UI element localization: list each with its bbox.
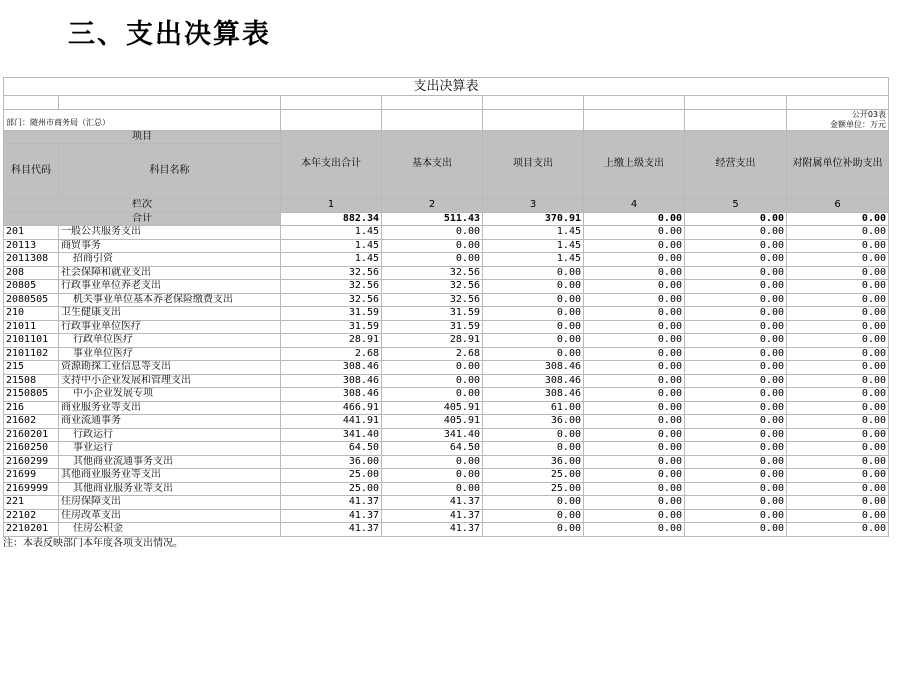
row-value: 0.00	[584, 320, 685, 334]
row-value: 0.00	[382, 226, 483, 240]
row-value: 0.00	[584, 428, 685, 442]
row-value: 0.00	[584, 455, 685, 469]
row-value: 0.00	[685, 334, 787, 348]
total-value: 0.00	[787, 212, 889, 226]
row-value: 308.46	[281, 374, 382, 388]
row-value: 0.00	[787, 280, 889, 294]
row-value: 0.00	[483, 320, 584, 334]
header-col-1: 本年支出合计	[281, 130, 382, 199]
row-value: 0.00	[787, 293, 889, 307]
row-value: 0.00	[584, 361, 685, 375]
total-value: 370.91	[483, 212, 584, 226]
table-meta	[787, 109, 889, 130]
row-name: 商贸事务	[59, 239, 281, 253]
table-row	[4, 347, 889, 361]
row-value: 308.46	[281, 361, 382, 375]
row-value: 0.00	[584, 469, 685, 483]
row-name: 住房改革支出	[59, 509, 281, 523]
row-value: 41.37	[382, 509, 483, 523]
row-value: 0.00	[685, 253, 787, 267]
row-value: 25.00	[281, 482, 382, 496]
row-code: 20805	[4, 280, 59, 294]
table-row	[4, 293, 889, 307]
row-value: 0.00	[483, 307, 584, 321]
table-row	[4, 374, 889, 388]
row-value: 31.59	[382, 307, 483, 321]
row-value: 0.00	[483, 509, 584, 523]
header-project: 项目	[4, 130, 281, 144]
expenditure-table	[3, 77, 889, 537]
table-row	[4, 334, 889, 348]
row-value: 0.00	[685, 455, 787, 469]
row-value: 0.00	[483, 496, 584, 510]
row-value: 0.00	[584, 415, 685, 429]
row-code: 2101101	[4, 334, 59, 348]
row-value: 0.00	[685, 415, 787, 429]
table-row	[4, 307, 889, 321]
row-value: 0.00	[787, 347, 889, 361]
row-value: 0.00	[685, 496, 787, 510]
row-value: 28.91	[281, 334, 382, 348]
row-value: 0.00	[584, 293, 685, 307]
row-value: 32.56	[281, 293, 382, 307]
line-number: 5	[685, 199, 787, 213]
row-value: 0.00	[584, 523, 685, 537]
unit-label: 金额单位：万元	[830, 119, 887, 129]
row-value: 0.00	[787, 455, 889, 469]
row-value: 25.00	[281, 469, 382, 483]
row-value: 0.00	[685, 469, 787, 483]
row-name: 其他商业服务业等支出	[59, 469, 281, 483]
row-value: 36.00	[483, 455, 584, 469]
row-value: 0.00	[787, 226, 889, 240]
table-number: 公开03表	[851, 109, 887, 119]
row-code: 2160250	[4, 442, 59, 456]
row-name: 卫生健康支出	[59, 307, 281, 321]
total-value: 882.34	[281, 212, 382, 226]
row-value: 0.00	[787, 388, 889, 402]
table-row	[4, 509, 889, 523]
row-value: 0.00	[584, 334, 685, 348]
meta-row	[4, 109, 889, 130]
row-name: 行政事业单位医疗	[59, 320, 281, 334]
row-value: 0.00	[685, 482, 787, 496]
row-value: 0.00	[685, 428, 787, 442]
row-value: 0.00	[584, 280, 685, 294]
row-value: 0.00	[382, 239, 483, 253]
row-value: 2.68	[382, 347, 483, 361]
row-value: 341.40	[382, 428, 483, 442]
row-value: 0.00	[483, 266, 584, 280]
row-value: 1.45	[483, 226, 584, 240]
row-value: 0.00	[584, 253, 685, 267]
row-value: 0.00	[382, 361, 483, 375]
row-code: 21011	[4, 320, 59, 334]
table-row	[4, 239, 889, 253]
table-row	[4, 266, 889, 280]
table-row	[4, 415, 889, 429]
line-number-label: 栏次	[4, 199, 281, 213]
row-value: 0.00	[584, 266, 685, 280]
row-value: 0.00	[787, 266, 889, 280]
row-value: 0.00	[787, 374, 889, 388]
row-name: 社会保障和就业支出	[59, 266, 281, 280]
row-value: 0.00	[787, 361, 889, 375]
row-value: 0.00	[787, 239, 889, 253]
header-row-1	[4, 130, 889, 144]
total-value: 0.00	[584, 212, 685, 226]
row-value: 0.00	[787, 496, 889, 510]
row-code: 215	[4, 361, 59, 375]
row-value: 1.45	[281, 226, 382, 240]
row-code: 2210201	[4, 523, 59, 537]
row-value: 0.00	[382, 374, 483, 388]
total-label: 合计	[4, 212, 281, 226]
row-code: 21699	[4, 469, 59, 483]
row-value: 32.56	[382, 293, 483, 307]
table-row	[4, 401, 889, 415]
row-code: 2101102	[4, 347, 59, 361]
header-col-3: 项目支出	[483, 130, 584, 199]
header-col-5: 经营支出	[685, 130, 787, 199]
row-value: 25.00	[483, 469, 584, 483]
table-title: 支出决算表	[4, 78, 889, 96]
row-value: 0.00	[787, 523, 889, 537]
row-value: 41.37	[281, 496, 382, 510]
row-code: 2011308	[4, 253, 59, 267]
header-col-6: 对附属单位补助支出	[787, 130, 889, 199]
row-code: 22102	[4, 509, 59, 523]
row-value: 0.00	[787, 401, 889, 415]
table-row	[4, 442, 889, 456]
row-value: 0.00	[584, 496, 685, 510]
row-value: 0.00	[685, 293, 787, 307]
row-name: 一般公共服务支出	[59, 226, 281, 240]
row-name: 行政运行	[59, 428, 281, 442]
row-value: 31.59	[281, 320, 382, 334]
row-name: 中小企业发展专项	[59, 388, 281, 402]
title-row	[4, 78, 889, 96]
header-code: 科目代码	[4, 144, 59, 199]
row-name: 行政事业单位养老支出	[59, 280, 281, 294]
row-value: 32.56	[382, 266, 483, 280]
row-value: 0.00	[787, 442, 889, 456]
row-value: 0.00	[584, 307, 685, 321]
row-value: 0.00	[584, 442, 685, 456]
row-code: 2080505	[4, 293, 59, 307]
table-row	[4, 253, 889, 267]
row-value: 0.00	[483, 293, 584, 307]
row-value: 0.00	[483, 428, 584, 442]
row-value: 0.00	[382, 455, 483, 469]
row-value: 0.00	[382, 482, 483, 496]
row-value: 0.00	[787, 320, 889, 334]
row-value: 405.91	[382, 415, 483, 429]
row-value: 0.00	[685, 226, 787, 240]
header-col-4: 上缴上级支出	[584, 130, 685, 199]
row-value: 0.00	[685, 266, 787, 280]
row-value: 0.00	[685, 347, 787, 361]
row-value: 466.91	[281, 401, 382, 415]
row-value: 0.00	[787, 428, 889, 442]
row-value: 1.45	[281, 239, 382, 253]
table-row	[4, 428, 889, 442]
row-name: 商业流通事务	[59, 415, 281, 429]
row-name: 支持中小企业发展和管理支出	[59, 374, 281, 388]
row-name: 事业运行	[59, 442, 281, 456]
line-number: 2	[382, 199, 483, 213]
total-value: 0.00	[685, 212, 787, 226]
row-value: 28.91	[382, 334, 483, 348]
row-value: 0.00	[685, 307, 787, 321]
row-value: 1.45	[483, 253, 584, 267]
department-label: 部门：随州市商务局（汇总）	[4, 109, 281, 130]
row-value: 0.00	[584, 509, 685, 523]
line-number-row	[4, 199, 889, 213]
line-number: 3	[483, 199, 584, 213]
row-name: 住房公积金	[59, 523, 281, 537]
row-value: 32.56	[281, 266, 382, 280]
row-value: 0.00	[483, 442, 584, 456]
table-row	[4, 496, 889, 510]
total-row	[4, 212, 889, 226]
row-code: 208	[4, 266, 59, 280]
header-name: 科目名称	[59, 144, 281, 199]
row-code: 21602	[4, 415, 59, 429]
row-value: 0.00	[685, 442, 787, 456]
row-value: 0.00	[382, 469, 483, 483]
row-name: 其他商业流通事务支出	[59, 455, 281, 469]
row-value: 0.00	[382, 388, 483, 402]
row-code: 216	[4, 401, 59, 415]
row-value: 308.46	[281, 388, 382, 402]
line-number: 4	[584, 199, 685, 213]
row-name: 商业服务业等支出	[59, 401, 281, 415]
table-note: 注：本表反映部门本年度各项支出情况。	[3, 537, 183, 549]
row-code: 2150805	[4, 388, 59, 402]
row-value: 0.00	[787, 509, 889, 523]
spacer-row	[4, 96, 889, 110]
row-value: 0.00	[584, 482, 685, 496]
row-value: 31.59	[382, 320, 483, 334]
table-row	[4, 455, 889, 469]
row-code: 2160299	[4, 455, 59, 469]
table-row	[4, 320, 889, 334]
row-value: 64.50	[281, 442, 382, 456]
row-value: 64.50	[382, 442, 483, 456]
row-name: 资源勘探工业信息等支出	[59, 361, 281, 375]
row-value: 41.37	[382, 523, 483, 537]
row-value: 0.00	[787, 334, 889, 348]
row-value: 0.00	[584, 401, 685, 415]
row-value: 0.00	[483, 334, 584, 348]
row-value: 441.91	[281, 415, 382, 429]
table-row	[4, 361, 889, 375]
row-value: 0.00	[584, 347, 685, 361]
row-code: 201	[4, 226, 59, 240]
row-value: 1.45	[483, 239, 584, 253]
expenditure-sheet	[3, 77, 888, 551]
row-value: 0.00	[685, 239, 787, 253]
row-code: 210	[4, 307, 59, 321]
row-code: 21508	[4, 374, 59, 388]
table-row	[4, 226, 889, 240]
row-value: 41.37	[281, 509, 382, 523]
row-value: 0.00	[685, 374, 787, 388]
table-row	[4, 388, 889, 402]
row-value: 0.00	[787, 415, 889, 429]
row-code: 2160201	[4, 428, 59, 442]
row-value: 0.00	[685, 280, 787, 294]
row-value: 0.00	[787, 482, 889, 496]
row-value: 0.00	[787, 307, 889, 321]
row-value: 0.00	[685, 509, 787, 523]
row-name: 行政单位医疗	[59, 334, 281, 348]
row-value: 41.37	[382, 496, 483, 510]
row-name: 住房保障支出	[59, 496, 281, 510]
row-code: 2169999	[4, 482, 59, 496]
row-value: 0.00	[584, 388, 685, 402]
row-value: 41.37	[281, 523, 382, 537]
table-row	[4, 523, 889, 537]
row-value: 0.00	[483, 280, 584, 294]
table-row	[4, 482, 889, 496]
row-name: 机关事业单位基本养老保险缴费支出	[59, 293, 281, 307]
row-name: 事业单位医疗	[59, 347, 281, 361]
row-name: 其他商业服务业等支出	[59, 482, 281, 496]
row-value: 0.00	[685, 523, 787, 537]
row-value: 36.00	[281, 455, 382, 469]
header-col-2: 基本支出	[382, 130, 483, 199]
row-value: 32.56	[382, 280, 483, 294]
row-value: 31.59	[281, 307, 382, 321]
row-value: 308.46	[483, 361, 584, 375]
row-value: 0.00	[787, 253, 889, 267]
row-value: 32.56	[281, 280, 382, 294]
row-name: 招商引资	[59, 253, 281, 267]
row-value: 36.00	[483, 415, 584, 429]
row-code: 20113	[4, 239, 59, 253]
row-value: 0.00	[685, 361, 787, 375]
row-value: 0.00	[382, 253, 483, 267]
row-value: 0.00	[483, 523, 584, 537]
row-value: 308.46	[483, 388, 584, 402]
row-value: 25.00	[483, 482, 584, 496]
table-row	[4, 280, 889, 294]
line-number: 6	[787, 199, 889, 213]
row-value: 61.00	[483, 401, 584, 415]
row-value: 341.40	[281, 428, 382, 442]
page-heading: 三、支出决算表	[68, 19, 271, 50]
row-value: 1.45	[281, 253, 382, 267]
row-value: 0.00	[584, 374, 685, 388]
row-value: 0.00	[685, 320, 787, 334]
row-value: 0.00	[584, 226, 685, 240]
row-value: 0.00	[483, 347, 584, 361]
row-value: 0.00	[787, 469, 889, 483]
row-code: 221	[4, 496, 59, 510]
row-value: 2.68	[281, 347, 382, 361]
table-row	[4, 469, 889, 483]
row-value: 308.46	[483, 374, 584, 388]
row-value: 0.00	[685, 401, 787, 415]
row-value: 0.00	[685, 388, 787, 402]
line-number: 1	[281, 199, 382, 213]
row-value: 405.91	[382, 401, 483, 415]
row-value: 0.00	[584, 239, 685, 253]
total-value: 511.43	[382, 212, 483, 226]
